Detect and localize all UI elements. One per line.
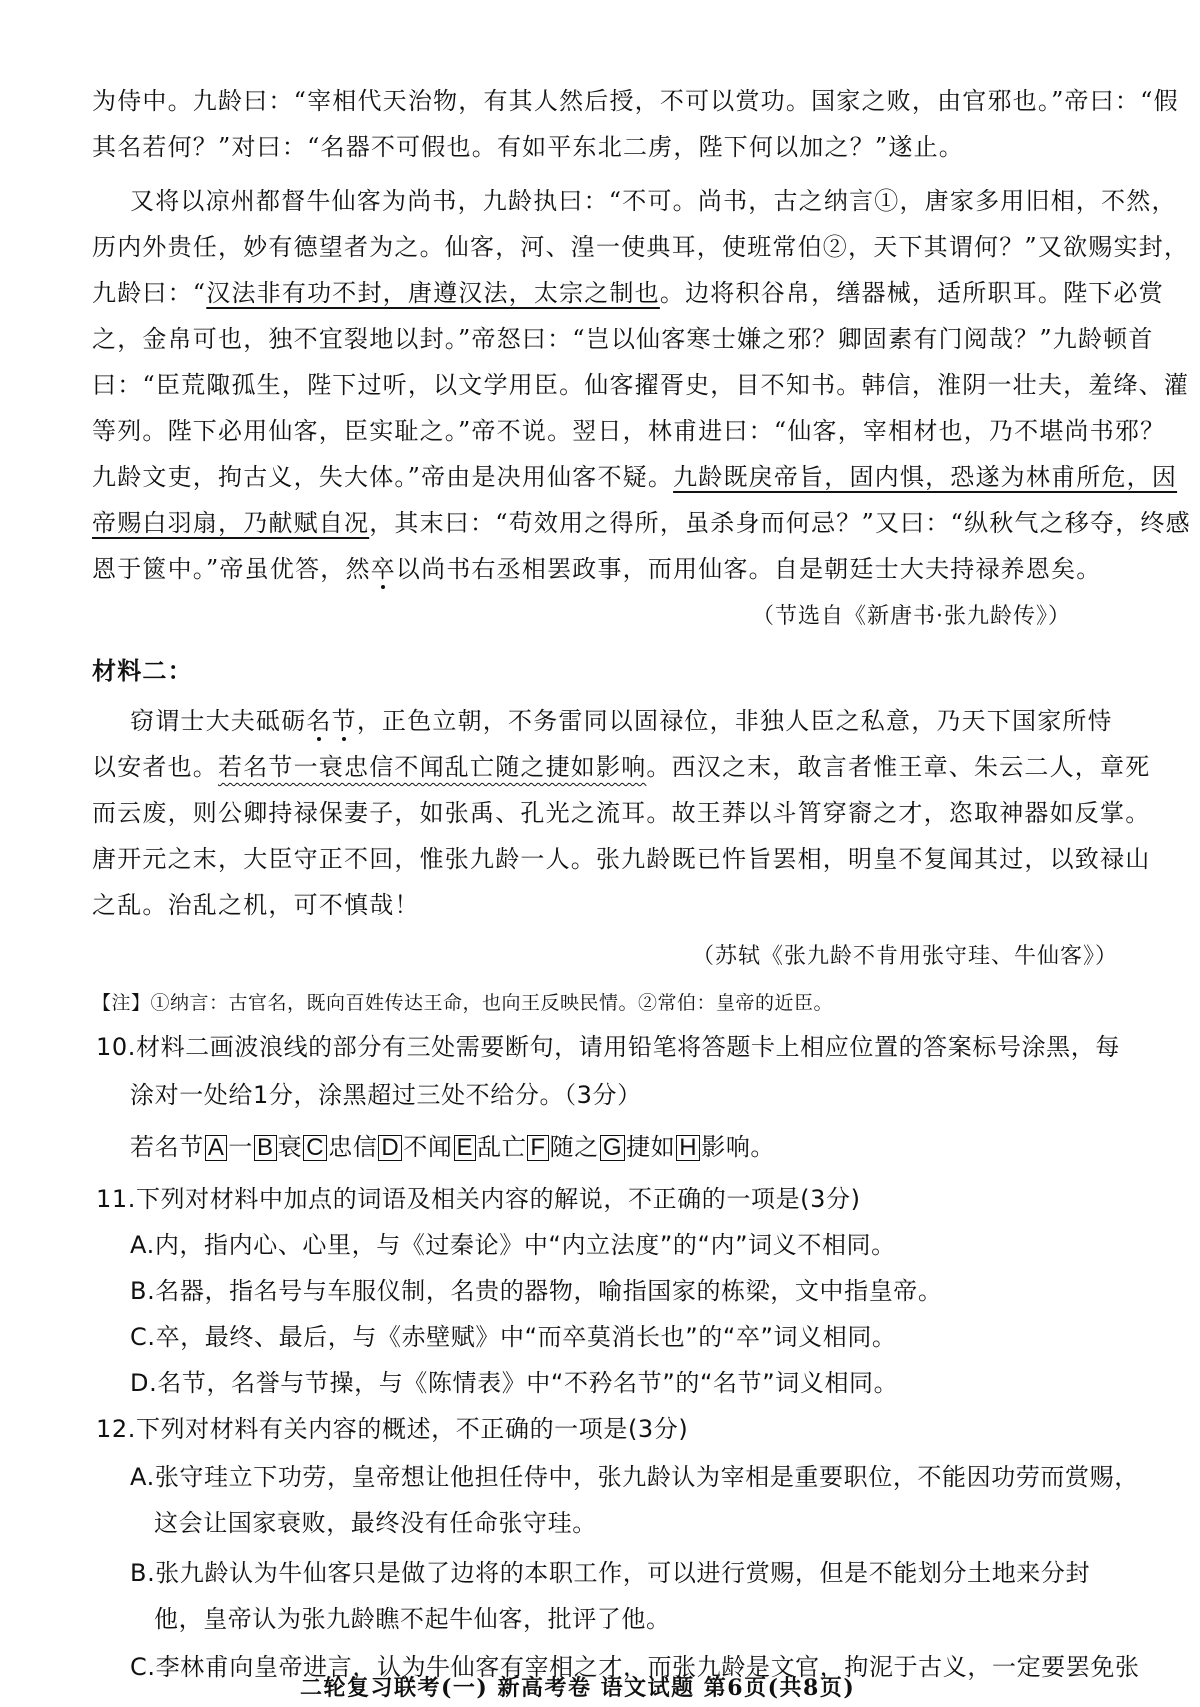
material1-line-9 (92, 460, 1177, 494)
segment: 捷如 (626, 1133, 676, 1161)
segment: 不闻 (403, 1133, 453, 1161)
text-span: 。西汉之末，敢言者惟王章、朱云二人，章死 (646, 753, 1151, 781)
underlined-sentence-2: 九龄既戾帝旨，固内惧，恐遂为林甫所危，因 (673, 463, 1178, 491)
text-span: 九龄曰：“ (92, 279, 207, 307)
segment: 忠信 (328, 1133, 378, 1161)
text-span: 以安者也。 (92, 753, 218, 781)
material2-source: （苏轼《张九龄不肯用张守珪、牛仙客》） (692, 944, 1119, 969)
answer-box-e[interactable]: E (454, 1135, 477, 1161)
material1-line-7: 曰：“臣荒陬孤生，陛下过听，以文学用臣。仙客擢胥史，目不知书。韩信，淮阴一壮夫，羞绛、灌 (92, 371, 1190, 399)
material1-line-1: 为侍中。九龄曰：“宰相代天治物，有其人然后授，不可以赏功。国家之败，由官邪也。”帝曰：“假 (92, 87, 1179, 115)
q11-option-b[interactable]: B.名器，指名号与车服仪制，名贵的器物，喻指国家的栋梁，文中指皇帝。 (130, 1277, 943, 1305)
q12-option-b-line-1[interactable]: B.张九龄认为牛仙客只是做了边将的本职工作，可以进行赏赐，但是不能划分土地来分封 (130, 1559, 1091, 1587)
text-span: 九龄文吏，拘古义，失大体。”帝由是决用仙客不疑。 (92, 463, 674, 491)
text-span: ，正色立朝，不务雷同以固禄位，非独人臣之私意，乃天下国家所恃 (356, 707, 1113, 735)
material1-line-2: 其名若何？”对曰：“名器不可假也。有如平东北二虏，陛下何以加之？”遂止。 (92, 133, 965, 161)
answer-box-b[interactable]: B (254, 1135, 277, 1161)
material1-line-5 (92, 276, 1164, 310)
answer-box-h[interactable]: H (676, 1135, 700, 1161)
material2-line-4: 唐开元之末，大臣守正不回，惟张九龄一人。张九龄既已忤旨罢相，明皇不复闻其过，以致禄山 (92, 845, 1151, 873)
q12-option-a-line-2[interactable]: 这会让国家衰败，最终没有任命张守珪。 (154, 1509, 597, 1537)
answer-box-c[interactable]: C (303, 1135, 327, 1161)
q11-option-c[interactable]: C.卒，最终、最后，与《赤壁赋》中“而卒莫消长也”的“卒”词义相同。 (130, 1323, 897, 1351)
q12-option-c-line-1[interactable]: C.李林甫向皇帝进言，认为牛仙客有宰相之才，而张九龄是文官，拘泥于古义，一定要罢免张 (130, 1653, 1140, 1681)
answer-box-d[interactable]: D (378, 1135, 402, 1161)
q11-option-d[interactable]: D.名节，名誉与节操，与《陈情表》中“不矜名节”的“名节”词义相同。 (130, 1369, 899, 1397)
dotted-word-zu: 卒 (370, 555, 396, 583)
material1-line-4: 历内外贵任，妙有德望者为之。仙客，河、湟一使典耳，使班常伯②，天下其谓何？”又欲赐实封， (92, 233, 1190, 261)
page-footer: 二轮复习联考(一) 新高考卷 语文试题 第6页(共8页) (300, 1675, 856, 1701)
material2-line-3: 而云废，则公卿持禄保妻子，如张禹、孔光之流耳。故王莽以斗筲穿窬之才，恣取神器如反掌。 (92, 799, 1151, 827)
dotted-word-ming: 名 (306, 707, 332, 735)
answer-box-f[interactable]: F (527, 1135, 548, 1161)
footnote: 【注】①纳言：古官名，既向百姓传达王命，也向王反映民情。②常伯：皇帝的近臣。 (92, 992, 834, 1014)
q10-options (130, 1130, 775, 1164)
segment: 衰 (277, 1133, 303, 1161)
q12-option-b-line-2[interactable]: 他，皇帝认为张九龄瞧不起牛仙客，批评了他。 (154, 1605, 671, 1633)
segment: 若名节 (130, 1133, 204, 1161)
segment: 一 (228, 1133, 254, 1161)
answer-box-a[interactable]: A (205, 1135, 228, 1161)
material1-line-11 (92, 552, 1101, 586)
material2-line-5: 之乱。治乱之机，可不慎哉！ (92, 891, 420, 919)
text-span: 恩于篋中。”帝虽优答，然 (92, 555, 371, 583)
text-span: 窃谓士大夫砥砺 (130, 707, 307, 735)
q11-option-a[interactable]: A.内，指内心、心里，与《过秦论》中“内立法度”的“内”词义不相同。 (130, 1231, 896, 1259)
material1-line-6: 之，金帛可也，独不宜裂地以封。”帝怒曰：“岂以仙客寒士嫌之邪？卿固素有门阅哉？”九龄顿首 (92, 325, 1154, 353)
q10-stem-line-2: 涂对一处给1分，涂黑超过三处不给分。（3分） (130, 1081, 642, 1109)
dotted-word-jie: 节 (331, 707, 357, 735)
segment: 影响。 (701, 1133, 776, 1161)
material1-line-3: 又将以凉州都督牛仙客为尚书，九龄执曰：“不可。尚书，古之纳言①，唐家多用旧相，不然， (130, 187, 1177, 215)
text-span: 。边将积谷帛，缮器械，适所职耳。陛下必赏 (659, 279, 1164, 307)
q12-stem: 12.下列对材料有关内容的概述，不正确的一项是(3分) (96, 1415, 689, 1443)
q11-stem: 11.下列对材料中加点的词语及相关内容的解说，不正确的一项是(3分) (96, 1185, 861, 1213)
material1-line-8: 等列。陛下必用仙客，臣实耻之。”帝不说。翌日，林甫进曰：“仙客，宰相材也，乃不堪尚书邪？ (92, 417, 1166, 445)
underlined-sentence-1: 汉法非有功不封，唐遵汉法，太宗之制也 (206, 279, 660, 307)
q10-stem-line-1: 10.材料二画波浪线的部分有三处需要断句，请用铅笔将答题卡上相应位置的答案标号涂黑，每 (96, 1033, 1120, 1061)
segment: 随之 (549, 1133, 599, 1161)
material1-source: （节选自《新唐书·张九龄传》） (752, 604, 1071, 629)
material2-line-2 (92, 750, 1150, 784)
segment: 乱亡 (477, 1133, 527, 1161)
wavy-underlined-sentence: 若名节一衰忠信不闻乱亡随之捷如影响 (218, 753, 647, 781)
material1-line-10 (92, 506, 1191, 540)
text-span: ，其末曰：“苟效用之得所，虽杀身而何忌？”又曰：“纵秋气之移夺，终感 (369, 509, 1191, 537)
material2-heading: 材料二： (92, 656, 193, 685)
underlined-sentence-2-cont: 帝赐白羽扇，乃献赋自况 (92, 509, 370, 537)
text-span: 以尚书右丞相罢政事，而用仙客。自是朝廷士大夫持禄养恩矣。 (395, 555, 1102, 583)
answer-box-g[interactable]: G (600, 1135, 625, 1161)
q12-option-a-line-1[interactable]: A.张守珪立下功劳，皇帝想让他担任侍中，张九龄认为宰相是重要职位，不能因功劳而赏赐， (130, 1463, 1139, 1491)
material2-line-1 (130, 704, 1113, 738)
